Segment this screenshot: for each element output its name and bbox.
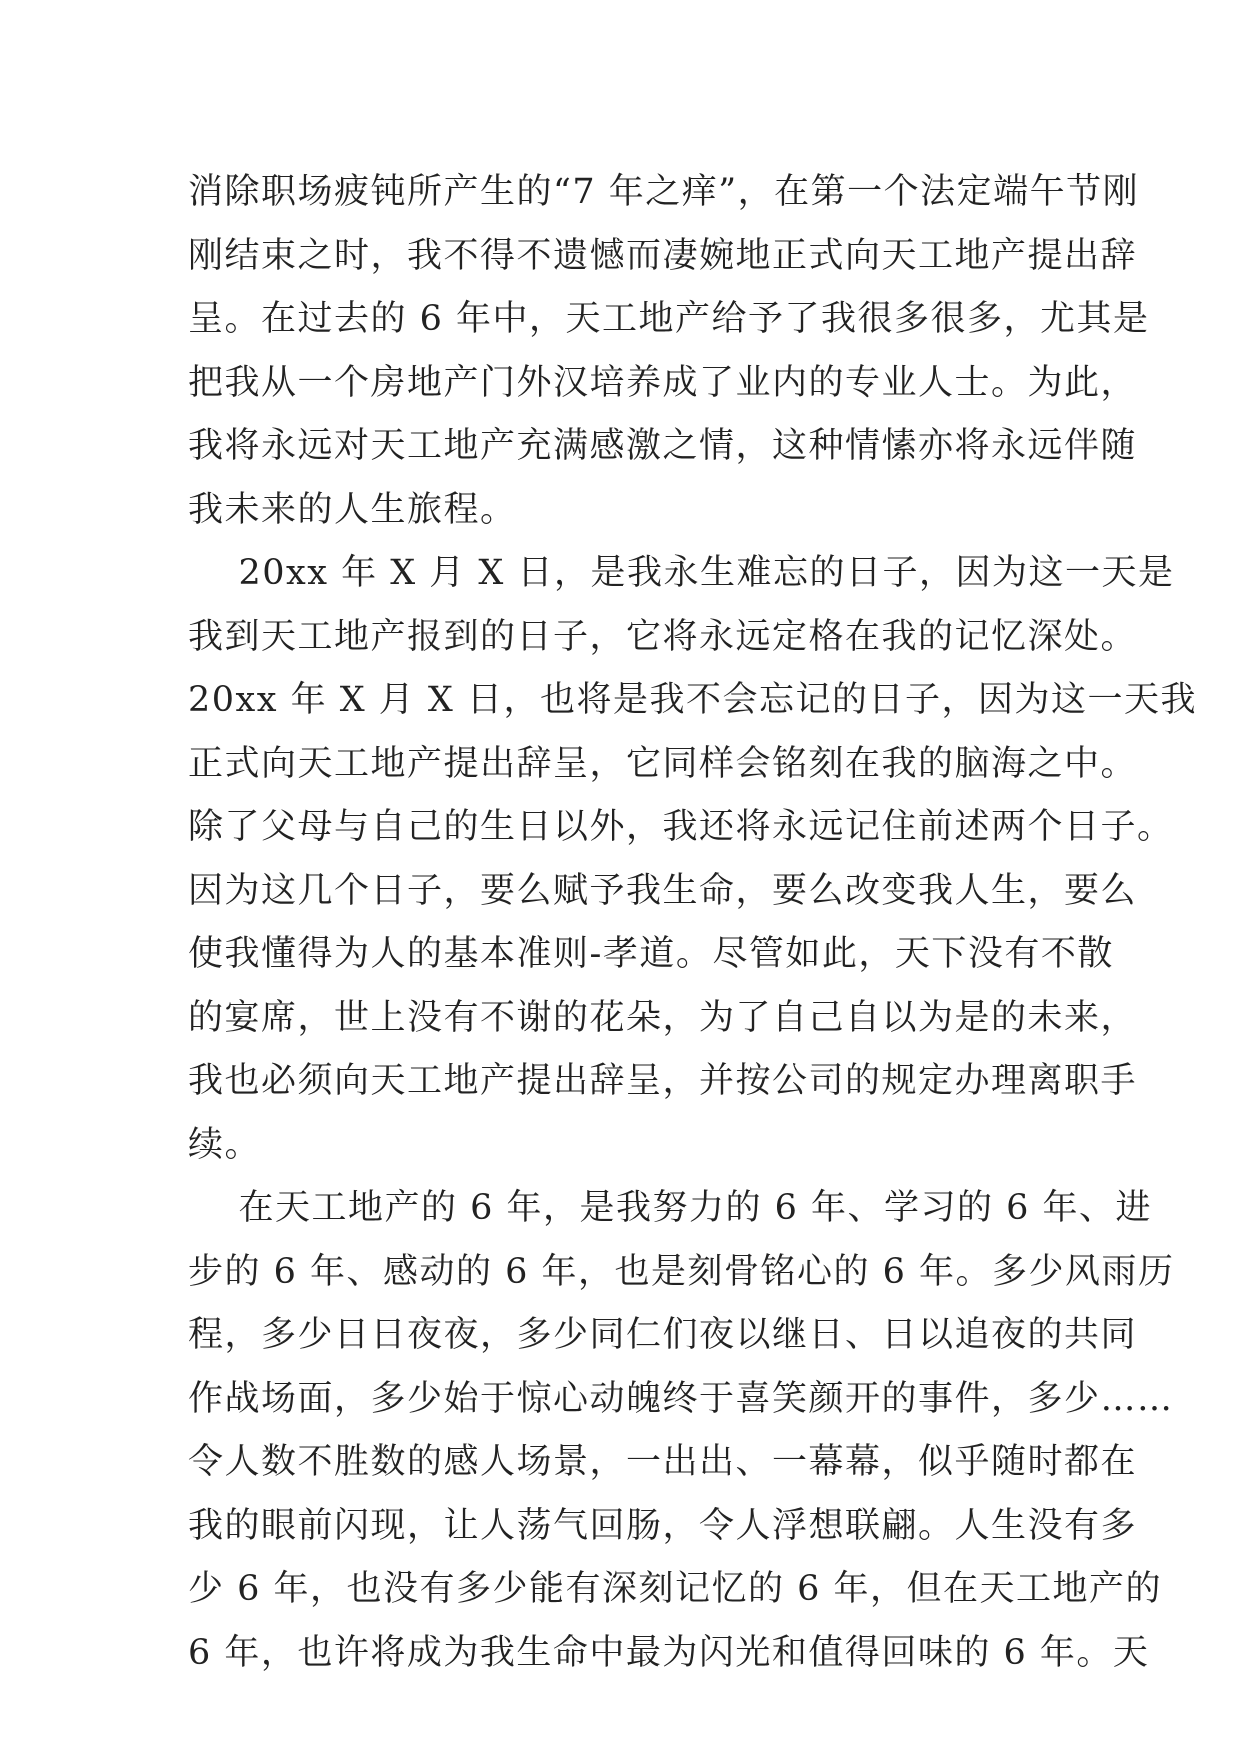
text-line: 续。 (188, 1124, 262, 1165)
text-line: 20xx 年 X 月 X 日，是我永生难忘的日子，因为这一天是 (188, 553, 1175, 593)
text-line: 的宴席，世上没有不谢的花朵，为了自己自以为是的未来， (188, 997, 1138, 1038)
text-line: 我未来的人生旅程。 (188, 489, 517, 530)
text-line: 因为这几个日子，要么赋予我生命，要么改变我人生，要么 (188, 870, 1138, 911)
text-line: 少 6 年，也没有多少能有深刻记忆的 6 年，但在天工地产的 (188, 1569, 1163, 1609)
text-line: 把我从一个房地产门外汉培养成了业内的专业人士。为此， (188, 362, 1138, 403)
body-text (188, 161, 1197, 1685)
text-line: 刚结束之时，我不得不遗憾而凄婉地正式向天工地产提出辞 (188, 235, 1138, 276)
text-line: 正式向天工地产提出辞呈，它同样会铭刻在我的脑海之中。 (188, 743, 1138, 784)
text-line: 作战场面，多少始于惊心动魄终于喜笑颜开的事件，多少…… (188, 1378, 1174, 1419)
text-line: 20xx 年 X 月 X 日，也将是我不会忘记的日子，因为这一天我 (188, 680, 1197, 720)
text-line: 在天工地产的 6 年，是我努力的 6 年、学习的 6 年、进 (188, 1188, 1153, 1228)
text-line: 我将永远对天工地产充满感激之情，这种情愫亦将永远伴随 (188, 426, 1138, 466)
text-line: 程，多少日日夜夜，多少同仁们夜以继日、日以追夜的共同 (188, 1315, 1138, 1355)
text-line: 我的眼前闪现，让人荡气回肠，令人浮想联翩。人生没有多 (188, 1505, 1138, 1546)
text-line: 消除职场疲钝所产生的“7 年之痒”，在第一个法定端午节刚 (188, 172, 1140, 212)
text-line: 步的 6 年、感动的 6 年，也是刻骨铭心的 6 年。多少风雨历 (188, 1251, 1175, 1292)
text-line: 除了父母与自己的生日以外，我还将永远记住前述两个日子。 (188, 807, 1174, 847)
text-line: 我到天工地产报到的日子，它将永远定格在我的记忆深处。 (188, 616, 1138, 657)
text-line: 使我懂得为人的基本准则-孝道。尽管如此，天下没有不散 (188, 934, 1114, 974)
text-line: 令人数不胜数的感人场景，一出出、一幕幕，似乎随时都在 (188, 1442, 1138, 1482)
text-line: 呈。在过去的 6 年中，天工地产给予了我很多很多，尤其是 (188, 299, 1150, 339)
text-line: 6 年，也许将成为我生命中最为闪光和值得回味的 6 年。天 (188, 1632, 1150, 1673)
text-line: 我也必须向天工地产提出辞呈，并按公司的规定办理离职手 (188, 1061, 1138, 1101)
